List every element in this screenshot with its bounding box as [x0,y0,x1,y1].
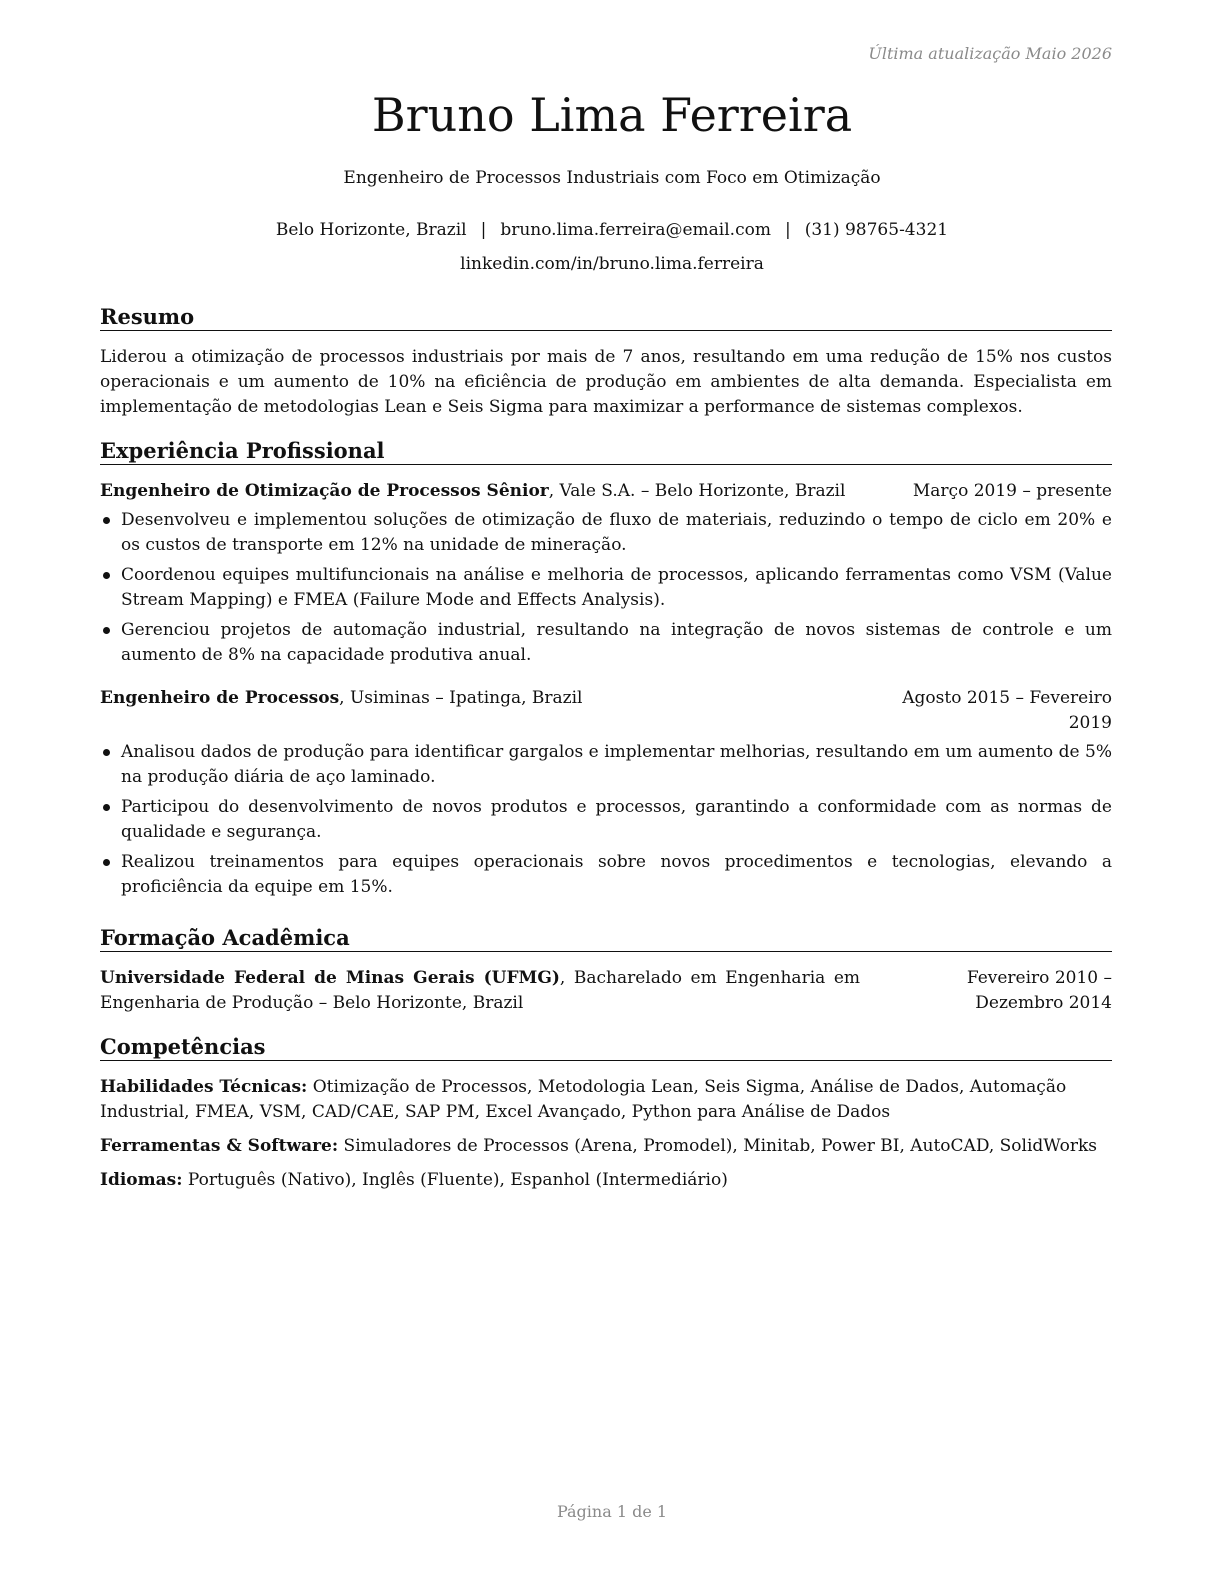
job-dates: Março 2019 – presente [912,481,1112,501]
job-company: , Usiminas – Ipatinga, Brazil [339,688,583,708]
bullet-icon [103,804,110,811]
job-role: Engenheiro de Otimização de Processos Sênior [100,481,549,501]
linkedin-link[interactable]: linkedin.com/in/bruno.lima.ferreira [460,254,764,274]
list-item [100,795,1112,845]
list-item [100,740,1112,790]
job-title-line [100,686,583,711]
location: Belo Horizonte, Brazil [275,220,467,240]
skills-section [100,1034,1112,1202]
separator: | [480,220,487,240]
list-item [100,618,1112,668]
job-role: Engenheiro de Processos [100,688,340,708]
skill-line [100,1075,1112,1125]
summary-section [100,304,1112,420]
job-company: , Vale S.A. – Belo Horizonte, Brazil [548,481,846,501]
section-title-experience: Experiência Profissional [100,438,1112,465]
list-item [100,508,1112,558]
education-dates: Fevereiro 2010 – Dezembro 2014 [966,968,1112,1013]
candidate-name: Bruno Lima Ferreira [371,88,853,142]
education-section [100,925,1112,1016]
skill-line [100,1168,1112,1193]
experience-section [100,438,1112,905]
bullet-text: Analisou dados de produção para identificar gargalos e implementar melhorias, resultando em um aumento de 5% na produção diária de aço laminado. [121,742,1112,787]
job-header [100,479,1112,504]
bullet-icon [103,627,110,634]
email-link[interactable]: bruno.lima.ferreira@email.com [500,220,771,240]
skill-value: Simuladores de Processos (Arena, Promodel), Minitab, Power BI, AutoCAD, SolidWorks [338,1136,1097,1156]
institution: Universidade Federal de Minas Gerais (UFMG) [100,968,560,988]
job-header [100,686,1112,736]
skill-value: Português (Nativo), Inglês (Fluente), Espanhol (Intermediário) [182,1170,728,1190]
skills-list [100,1075,1112,1193]
contact-line [0,220,1224,240]
headline: Engenheiro de Processos Industriais com Foco em Otimização [343,168,881,188]
list-item [100,850,1112,900]
job-bullets [100,740,1112,900]
education-entry [100,966,1112,1016]
bullet-text: Realizou treinamentos para equipes operacionais sobre novos procedimentos e tecnologias, elevando a proficiência da equipe em 15%. [121,852,1112,897]
job-bullets [100,508,1112,668]
section-title-summary: Resumo [100,304,1112,331]
skill-label: Ferramentas & Software: [100,1136,339,1156]
degree-details: , Bacharelado em Engenharia em Engenharia de Produção – Belo Horizonte, Brazil [100,968,860,1013]
section-title-education: Formação Acadêmica [100,925,1112,952]
bullet-text: Participou do desenvolvimento de novos produtos e processos, garantindo a conformidade com as normas de qualidade e segurança. [121,797,1112,842]
education-line [100,966,860,1016]
job-entry [100,479,1112,668]
bullet-text: Coordenou equipes multifuncionais na análise e melhoria de processos, aplicando ferramentas como VSM (Value Stream Mapping) e FMEA (Failure Mode and Effects Analysis). [121,565,1112,610]
section-title-skills: Competências [100,1034,1112,1061]
job-entry [100,686,1112,900]
skill-label: Habilidades Técnicas: [100,1077,308,1097]
bullet-icon [103,572,110,579]
skill-label: Idiomas: [100,1170,183,1190]
last-updated: Última atualização Maio 2026 [868,44,1112,63]
skill-value: Otimização de Processos, Metodologia Lean, Seis Sigma, Análise de Dados, Automação Industrial, FMEA, VSM, CAD/CAE, SAP PM, Excel Avançado, Python para Análise de Dados [100,1077,1067,1122]
skill-line [100,1134,1112,1159]
job-title-line [100,479,845,504]
bullet-text: Gerenciou projetos de automação industrial, resultando na integração de novos sistemas de controle e um aumento de 8% na capacidade produtiva anual. [121,620,1112,665]
bullet-icon [103,859,110,866]
page-footer: Página 1 de 1 [556,1502,668,1521]
job-dates: Agosto 2015 – Fevereiro 2019 [902,688,1112,733]
phone: (31) 98765-4321 [804,220,949,240]
bullet-text: Desenvolveu e implementou soluções de otimização de fluxo de materiais, reduzindo o tempo de ciclo em 20% e os custos de transporte em 12% na unidade de mineração. [121,510,1112,555]
separator: | [784,220,791,240]
bullet-icon [103,749,110,756]
summary-text: Liderou a otimização de processos industriais por mais de 7 anos, resultando em uma redução de 15% nos custos operacionais e um aumento de 10% na eficiência de produção em ambientes de alta demanda. Especialista em implementação de metodologias Lean e Seis Sigma para maximizar a performance de sistemas complexos. [100,347,1112,417]
list-item [100,563,1112,613]
bullet-icon [103,517,110,524]
